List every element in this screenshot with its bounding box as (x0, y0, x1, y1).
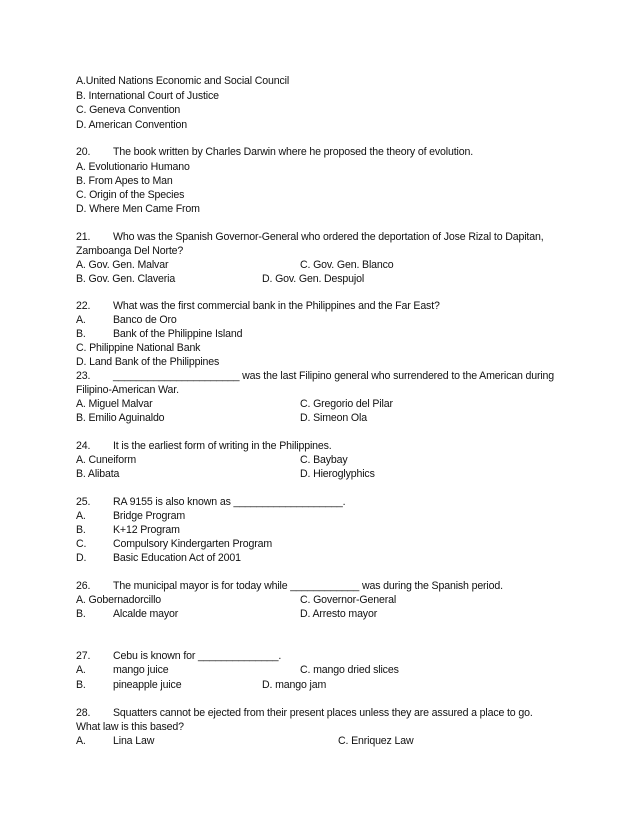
q28-option-a (76, 734, 154, 748)
q25-number: 25. (76, 496, 91, 508)
q23-option-c: C. Gregorio del Pilar (300, 398, 393, 410)
q26-text: The municipal mayor is for today while ____________ was during the Spanish period. (113, 580, 503, 592)
q27-text: Cebu is known for ______________. (113, 650, 282, 662)
q22-option-c: C. Philippine National Bank (76, 342, 201, 354)
q25-question (76, 495, 345, 509)
q24-question (76, 439, 332, 453)
q21-number: 21. (76, 231, 91, 243)
q21-option-d: D. Gov. Gen. Despujol (262, 273, 365, 285)
q23-text-continued: Filipino-American War. (76, 384, 179, 396)
q24-option-d: D. Hieroglyphics (300, 468, 375, 480)
q26-option-d: D. Arresto mayor (300, 608, 378, 620)
q22-option-a (76, 313, 177, 327)
q28-option-c: C. Enriquez Law (338, 735, 414, 747)
q26-option-b-letter: B. (76, 608, 86, 620)
q28-option-a-letter: A. (76, 735, 86, 747)
q19-option-c: C. Geneva Convention (76, 104, 181, 116)
q19-option-a: A.United Nations Economic and Social Council (76, 75, 290, 87)
q26-question (76, 579, 503, 593)
q23-text: was the last Filipino general who surrendered to the American during (242, 370, 555, 382)
q27-option-b-text: pineapple juice (113, 679, 182, 691)
q25-option-d-letter: D. (76, 552, 87, 564)
q27-option-a-text: mango juice (113, 664, 169, 676)
q20-option-c: C. Origin of the Species (76, 189, 185, 201)
q22-number: 22. (76, 300, 91, 312)
q26-option-c: C. Governor-General (300, 594, 397, 606)
q25-option-a-letter: A. (76, 510, 86, 522)
q21-text: Who was the Spanish Governor-General who ordered the deportation of Jose Rizal to Dapitan, (113, 231, 544, 243)
q25-option-d-text: Basic Education Act of 2001 (113, 552, 241, 564)
q21-option-c: C. Gov. Gen. Blanco (300, 259, 394, 271)
q25-option-a-text: Bridge Program (113, 510, 186, 522)
q28-number: 28. (76, 707, 91, 719)
q20-number: 20. (76, 146, 91, 158)
q25-option-c-text: Compulsory Kindergarten Program (113, 538, 273, 550)
q23-option-d: D. Simeon Ola (300, 412, 367, 424)
q27-number: 27. (76, 650, 91, 662)
q28-option-a-text: Lina Law (113, 735, 155, 747)
q23-option-b: B. Emilio Aguinaldo (76, 412, 165, 424)
q24-text: It is the earliest form of writing in the Philippines. (113, 440, 332, 452)
q22-question (76, 299, 440, 313)
q28-question (76, 706, 533, 720)
q26-number: 26. (76, 580, 91, 592)
q24-option-a: A. Cuneiform (76, 454, 137, 466)
q23-option-a: A. Miguel Malvar (76, 398, 153, 410)
q28-text: Squatters cannot be ejected from their present places unless they are assured a place to go. (113, 707, 533, 719)
q27-option-d: D. mango jam (262, 679, 327, 691)
q22-text: What was the first commercial bank in the Philippines and the Far East? (113, 300, 440, 312)
q20-question (76, 145, 473, 159)
q21-text-continued: Zamboanga Del Norte? (76, 245, 184, 257)
q22-option-d: D. Land Bank of the Philippines (76, 356, 220, 368)
q20-text: The book written by Charles Darwin where he proposed the theory of evolution. (113, 146, 474, 158)
q24-option-b: B. Alibata (76, 468, 120, 480)
q23-question (76, 369, 554, 383)
q27-option-a (76, 663, 168, 677)
q22-option-b (76, 327, 242, 341)
q27-option-c: C. mango dried slices (300, 664, 399, 676)
q27-option-b-letter: B. (76, 679, 86, 691)
q22-option-a-letter: A. (76, 314, 86, 326)
q20-option-a: A. Evolutionario Humano (76, 161, 190, 173)
q26-option-b-text: Alcalde mayor (113, 608, 179, 620)
q20-option-d: D. Where Men Came From (76, 203, 200, 215)
q26-option-a: A. Gobernadorcillo (76, 594, 162, 606)
q22-option-b-text: Bank of the Philippine Island (113, 328, 243, 340)
q25-text: RA 9155 is also known as ___________________. (113, 496, 346, 508)
q19-option-d: D. American Convention (76, 119, 187, 131)
q24-option-c: C. Baybay (300, 454, 348, 466)
q22-option-b-letter: B. (76, 328, 86, 340)
q24-number: 24. (76, 440, 91, 452)
q23-blank: ______________________ (113, 370, 240, 382)
q23-number: 23. (76, 370, 91, 382)
q25-option-d (76, 551, 241, 565)
q21-option-a: A. Gov. Gen. Malvar (76, 259, 169, 271)
q27-option-b (76, 678, 181, 692)
q20-option-b: B. From Apes to Man (76, 175, 173, 187)
q21-question (76, 230, 544, 244)
q22-option-a-text: Banco de Oro (113, 314, 177, 326)
q26-option-b (76, 607, 178, 621)
q25-option-c (76, 537, 272, 551)
q25-option-b-text: K+12 Program (113, 524, 180, 536)
q25-option-c-letter: C. (76, 538, 87, 550)
q25-option-b (76, 523, 180, 537)
q27-question (76, 649, 281, 663)
q21-option-b: B. Gov. Gen. Claveria (76, 273, 176, 285)
q19-option-b: B. International Court of Justice (76, 90, 219, 102)
q25-option-a (76, 509, 185, 523)
q27-option-a-letter: A. (76, 664, 86, 676)
q28-text-continued: What law is this based? (76, 721, 184, 733)
q25-option-b-letter: B. (76, 524, 86, 536)
